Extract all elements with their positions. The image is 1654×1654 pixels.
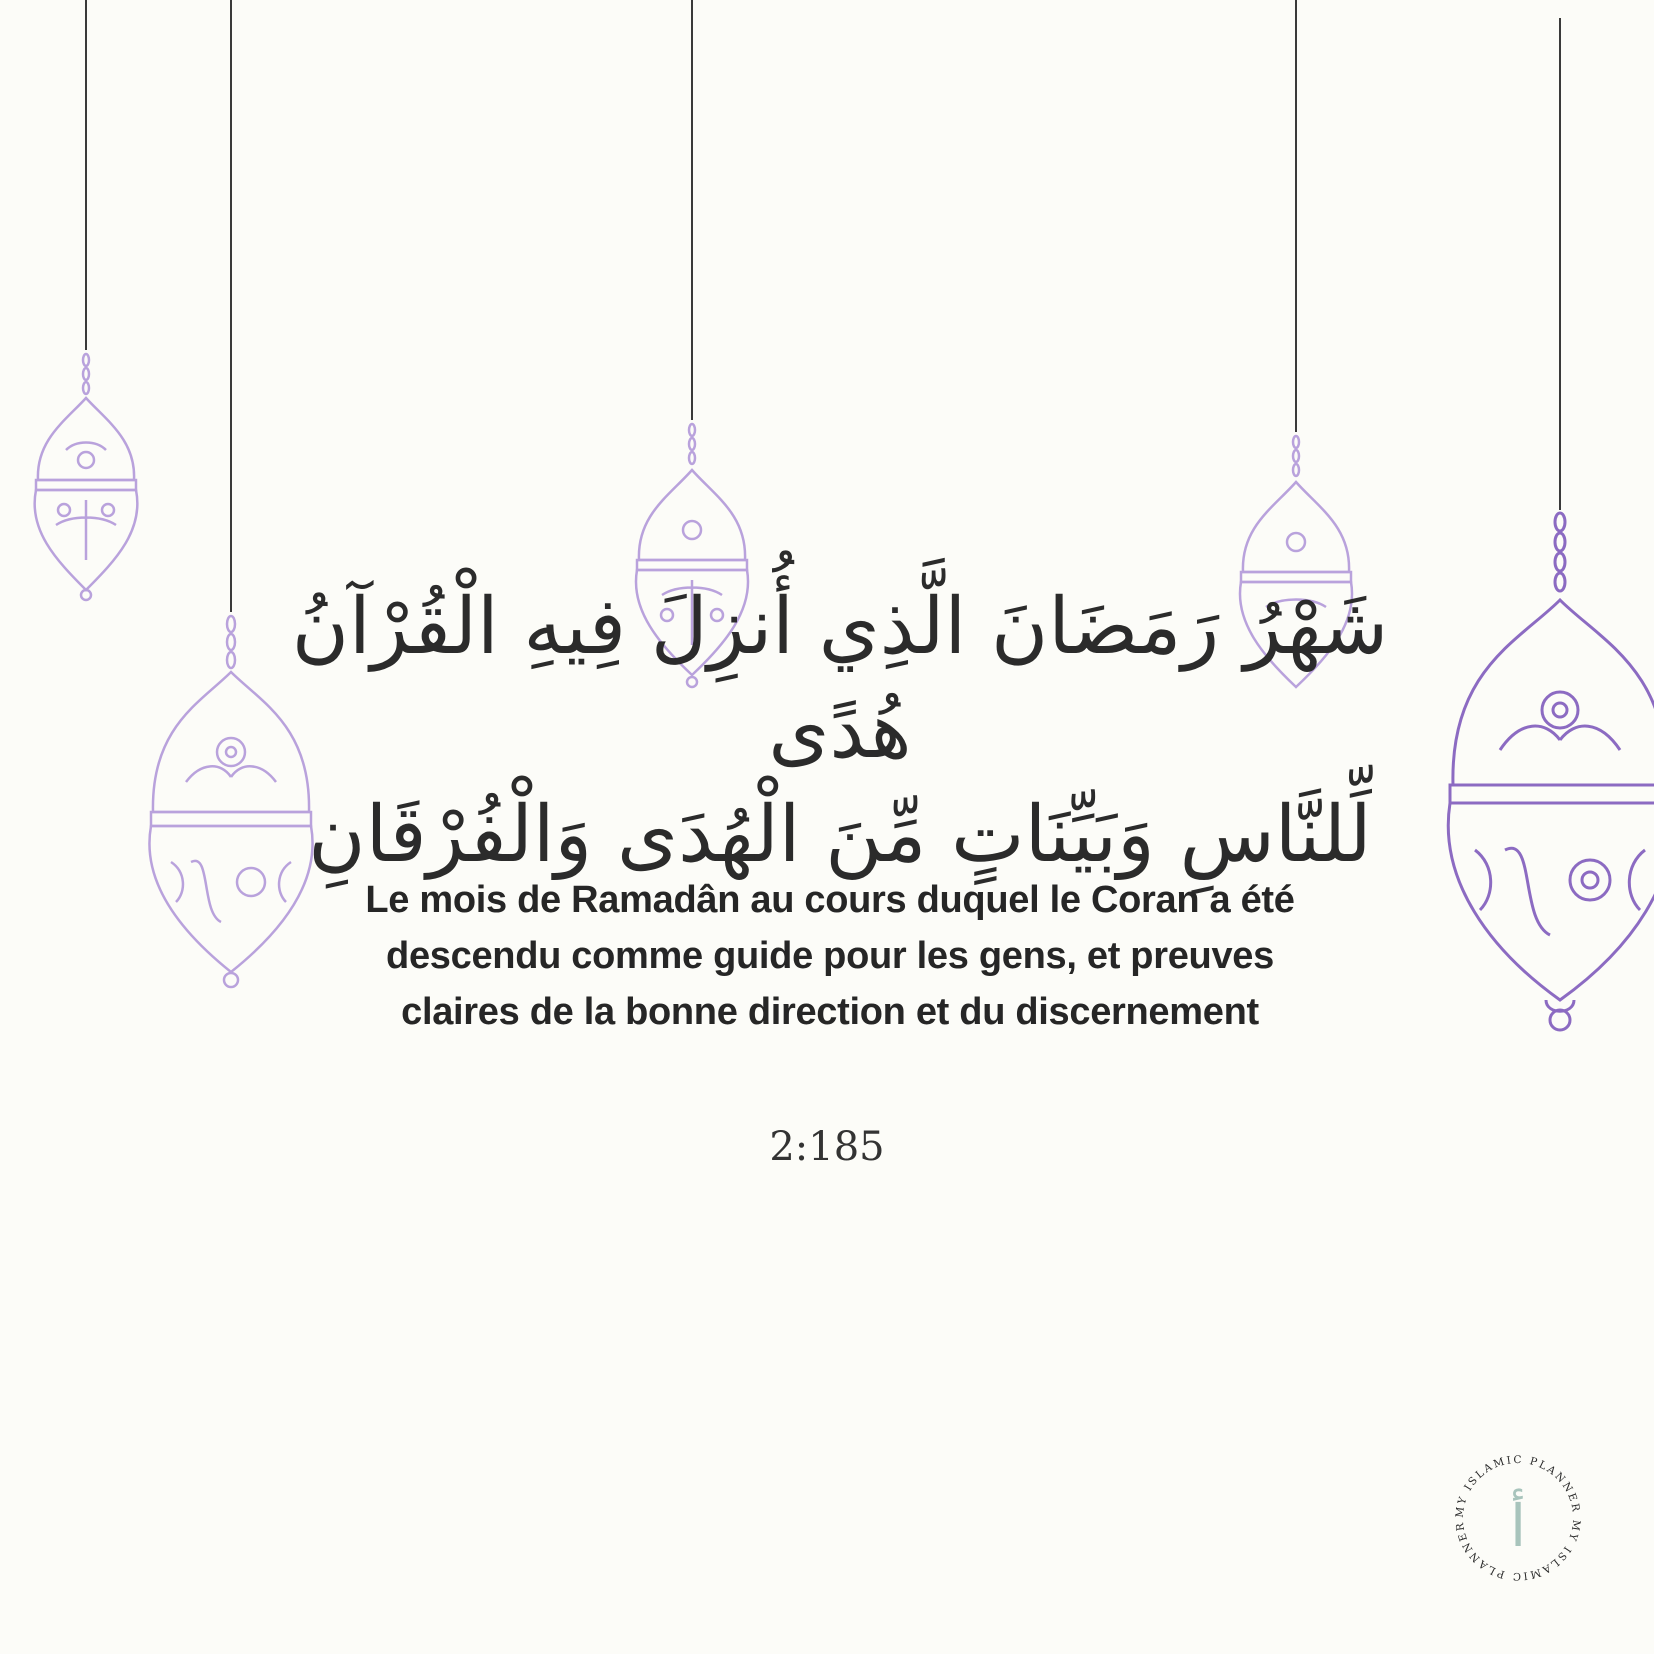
arabic-verse [240,575,1440,887]
verse-translation: Le mois de Ramadân au cours duquel le Coran a été descendu comme guide pour les gens, et preuves claires de la bonne direction et du discernement [365,879,1295,1033]
my-islamic-planner-logo-icon [1448,1448,1588,1588]
verse-reference: 2:185 [769,1124,885,1170]
arabic-verse-line-1: شَهْرُ رَمَضَانَ الَّذِي أُنزِلَ فِيهِ الْقُرْآنُ هُدًى [291,582,1389,776]
logo-letter: أ [1509,1492,1527,1560]
arabic-verse-line-2: لِّلنَّاسِ وَبَيِّنَاتٍ مِّنَ الْهُدَى وَالْفُرْقَانِ [308,790,1372,880]
logo-ring-text: MY ISLAMIC PLANNER MY ISLAMIC PLANNER [1453,1453,1583,1583]
